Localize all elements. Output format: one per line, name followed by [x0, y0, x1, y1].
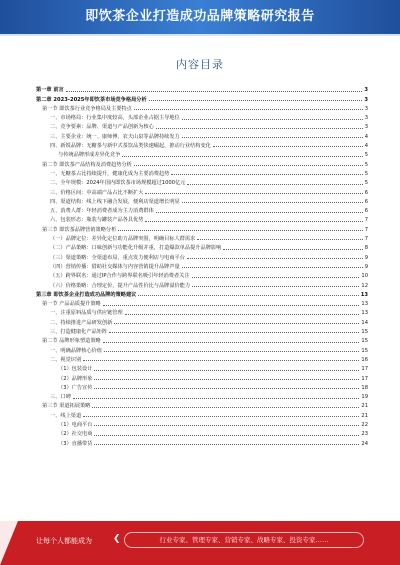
toc-entry-text: 一、市场格局：行业集中度较高，头部企业占据主导地位: [50, 115, 180, 122]
toc-entry[interactable]: [36, 298, 368, 307]
toc-entry-text: 第二章 2023-2025年即饮茶市场竞争格局分析: [36, 96, 147, 103]
toc-page-number: 8: [364, 245, 368, 252]
header-bar: [0, 0, 400, 36]
toc-entry[interactable]: [36, 437, 368, 446]
toc-entry[interactable]: [36, 363, 368, 372]
toc-page-number: 15: [361, 329, 368, 336]
toc-page-number: 3: [364, 105, 368, 112]
toc-page-number: 13: [361, 310, 368, 317]
toc-leader-dots: [104, 351, 360, 352]
chevron-left-icon: ❮: [113, 534, 121, 544]
toc-entry[interactable]: [36, 428, 368, 437]
toc-entry[interactable]: [36, 400, 368, 409]
toc-entry-text: 三、口碑: [50, 394, 71, 401]
toc-leader-dots: [92, 407, 359, 408]
toc-entry[interactable]: [36, 158, 368, 167]
toc-leader-dots: [145, 193, 362, 194]
toc-page-number: 24: [361, 440, 368, 447]
toc-page-number: 18: [361, 384, 368, 391]
toc-entry-text: 与传统品牌形成差异化竞争: [58, 152, 121, 159]
toc-entry[interactable]: [36, 103, 368, 112]
toc-leader-dots: [94, 425, 359, 426]
toc-entry[interactable]: [36, 289, 368, 298]
toc-title: 内容目录: [176, 58, 224, 71]
toc-entry[interactable]: [36, 177, 368, 186]
toc-entry[interactable]: [36, 93, 368, 102]
toc-leader-dots: [145, 221, 362, 222]
toc-entry[interactable]: [36, 112, 368, 121]
toc-leader-dots: [83, 360, 359, 361]
toc-entry-text: 一、注重原料品质与供应链管理: [50, 310, 123, 317]
toc-leader-dots: [192, 277, 360, 278]
toc-leader-dots: [94, 379, 359, 380]
toc-leader-dots: [94, 388, 359, 389]
toc-leader-dots: [114, 323, 359, 324]
toc-page-number: 9: [364, 254, 368, 261]
toc-page-number: 9: [364, 263, 368, 270]
toc-page-number: 5: [364, 152, 368, 159]
toc-entry-text: 第三章 即饮茶企业打造成功品牌的策略建议: [36, 291, 137, 298]
toc-page-number: 3: [364, 124, 368, 131]
footer-tagline: 行业专家、管理专家、营销专家、战略专家、投资专家……: [124, 532, 364, 548]
toc-page-number: 3: [364, 96, 368, 103]
toc-page-number: 21: [361, 403, 368, 410]
toc-page-number: 12: [361, 282, 368, 289]
toc-entry[interactable]: [36, 214, 368, 223]
toc-entry-text: 一、明确品牌核心价值: [50, 347, 102, 354]
toc-page-number: 3: [364, 87, 368, 94]
toc-leader-dots: [149, 100, 363, 101]
toc-entry[interactable]: [36, 251, 368, 260]
toc-entry-text: 第二节 即饮茶产品结构及消费趋势分析: [42, 161, 132, 168]
footer-corner-decoration: [0, 521, 18, 565]
toc-entry[interactable]: [36, 372, 368, 381]
toc-entry-text: （五）跨界联名：通过IP合作与跨界联名吸引年轻消费者关注: [50, 273, 190, 280]
toc-entry-text: （六）价格策略：合理定价，提升产品性价比与品牌溢价能力: [50, 282, 191, 289]
toc-entry[interactable]: [36, 149, 368, 158]
toc-entry[interactable]: [36, 140, 368, 149]
toc-entry-text: 第一章 前言: [36, 87, 64, 94]
toc-entry[interactable]: [36, 307, 368, 316]
toc-entry-text: （三）渠道策略：全渠道布局，重点发力便利店与电商平台: [50, 254, 185, 261]
toc-page-number: 19: [361, 394, 368, 401]
toc-page-number: 15: [361, 347, 368, 354]
toc-page-number: 16: [361, 356, 368, 363]
toc-page-number: 10: [361, 273, 368, 280]
toc-leader-dots: [182, 137, 363, 138]
toc-entry[interactable]: [36, 316, 368, 325]
toc-entry[interactable]: [36, 130, 368, 139]
toc-entry-text: 第一节 即饮茶行业竞争格局及主要特点: [42, 105, 132, 112]
toc-leader-dots: [109, 332, 359, 333]
toc-entry-text: （一）品牌定位：差异化定位助力品牌突围，明确目标人群需求: [50, 236, 196, 243]
toc-leader-dots: [103, 305, 360, 306]
toc-entry-text: 四、渠道结构：线上线下融合发展，便利店渠道增长明显: [50, 198, 180, 205]
toc-page-number: 17: [361, 375, 368, 382]
toc-entry-text: 一、线上渠道: [50, 412, 82, 419]
toc-leader-dots: [73, 398, 360, 399]
toc-entry[interactable]: [36, 233, 368, 242]
toc-leader-dots: [122, 156, 362, 157]
toc-entry[interactable]: [36, 344, 368, 353]
toc-leader-dots: [94, 435, 359, 436]
toc-page-number: 13: [360, 291, 368, 298]
toc-leader-dots: [156, 212, 363, 213]
toc-entry-text: （2）社交电商: [58, 431, 93, 438]
toc-entry[interactable]: [36, 168, 368, 177]
toc-entry[interactable]: [36, 196, 368, 205]
footer-bar: [0, 521, 400, 565]
toc-page-number: 7: [364, 236, 368, 243]
toc-leader-dots: [192, 286, 359, 287]
toc-leader-dots: [187, 184, 362, 185]
toc-entry[interactable]: [36, 205, 368, 214]
toc-entry-text: 六、包装形态：瓶装与罐装产品各具优势: [50, 217, 144, 224]
toc-entry-text: 五、消费人群：年轻消费者成为主力消费群体: [50, 208, 154, 215]
toc-leader-dots: [187, 258, 363, 259]
toc-entry[interactable]: [36, 382, 368, 391]
toc-leader-dots: [156, 128, 363, 129]
toc-entry-text: 二、全年规模：2024年国内即饮茶市场规模超过1000亿元: [50, 180, 186, 187]
toc-entry[interactable]: [36, 242, 368, 251]
toc-entry[interactable]: [36, 121, 368, 130]
toc-page-number: 6: [364, 189, 368, 196]
toc-leader-dots: [118, 230, 362, 231]
toc-entry[interactable]: [36, 279, 368, 288]
toc-entry-text: （2）品牌形象: [58, 375, 93, 382]
toc-entry[interactable]: [36, 186, 368, 195]
toc-entry-text: 一、无糖茶占比持续提升，健康化成为主要消费趋势: [50, 170, 170, 177]
toc-entry[interactable]: [36, 419, 368, 428]
toc-page-number: 6: [364, 208, 368, 215]
toc-page-number: 5: [364, 161, 368, 168]
toc-entry-text: 二、视觉识别: [50, 356, 82, 363]
toc-entry-text: 二、竞争要素：品牌、渠道与产品创新为核心: [50, 124, 154, 131]
toc-leader-dots: [125, 314, 360, 315]
toc-page-number: 5: [364, 170, 368, 177]
toc-entry[interactable]: [36, 223, 368, 232]
table-of-contents: [36, 84, 368, 447]
toc-entry[interactable]: [36, 409, 368, 418]
toc-page-number: 22: [361, 421, 368, 428]
footer-lead-text: 让每个人都能成为: [36, 537, 92, 545]
toc-page-number: 23: [361, 431, 368, 438]
toc-page-number: 4: [364, 143, 368, 150]
toc-page-number: 15: [361, 338, 368, 345]
toc-leader-dots: [83, 416, 359, 417]
toc-entry-text: （四）营销传播：借助社交媒体与内容营销提升品牌声量: [50, 263, 180, 270]
toc-leader-dots: [134, 165, 363, 166]
toc-entry-text: 第二节 品牌形象塑造策略: [42, 338, 101, 345]
toc-leader-dots: [94, 444, 359, 445]
toc-leader-dots: [66, 91, 363, 92]
toc-entry[interactable]: [36, 84, 368, 93]
toc-leader-dots: [94, 370, 359, 371]
toc-entry-text: 三、打造健康化产品矩阵: [50, 329, 108, 336]
toc-entry[interactable]: [36, 335, 368, 344]
toc-page-number: 21: [361, 412, 368, 419]
toc-entry-text: 第三节 渠道拓展策略: [42, 403, 91, 410]
toc-leader-dots: [213, 146, 363, 147]
toc-entry-text: 四、新锐品牌：无糖茶与新中式茶饮品类快速崛起，推动行业结构变化: [50, 143, 211, 150]
toc-leader-dots: [182, 119, 363, 120]
toc-page-number: 3: [364, 115, 368, 122]
toc-leader-dots: [134, 109, 363, 110]
toc-entry-text: 三、主要企业：统一、康师傅、农夫山泉等品牌持续发力: [50, 133, 180, 140]
toc-entry-text: 第三节 即饮茶品牌营销策略分析: [42, 226, 117, 233]
toc-page-number: 14: [361, 319, 368, 326]
toc-entry[interactable]: [36, 354, 368, 363]
toc-entry-text: 二、持续推进产品研发创新: [50, 319, 113, 326]
toc-entry-text: （1）包装设计: [58, 366, 93, 373]
toc-entry[interactable]: [36, 261, 368, 270]
toc-leader-dots: [182, 202, 363, 203]
report-title: 即饮茶企业打造成功品牌策略研究报告: [85, 9, 315, 24]
toc-leader-dots: [182, 267, 363, 268]
header-accent-line: [0, 34, 400, 36]
toc-page-number: 13: [361, 301, 368, 308]
toc-entry-text: 三、价格区间：中高端产品占比不断扩大: [50, 189, 144, 196]
toc-entry[interactable]: [36, 391, 368, 400]
toc-entry-text: （3）广告宣传: [58, 384, 93, 391]
toc-page-number: 7: [364, 226, 368, 233]
toc-entry-text: （1）电商平台: [58, 421, 93, 428]
toc-page-number: 17: [361, 366, 368, 373]
toc-entry[interactable]: [36, 270, 368, 279]
toc-entry-text: （二）产品策略：口味创新与功能化升级并重，打造爆款单品提升品牌影响: [50, 245, 222, 252]
toc-leader-dots: [171, 174, 362, 175]
toc-page-number: 5: [364, 180, 368, 187]
toc-leader-dots: [103, 342, 360, 343]
toc-entry-text: 第一节 产品品质提升策略: [42, 301, 101, 308]
toc-leader-dots: [197, 239, 362, 240]
toc-leader-dots: [138, 295, 358, 296]
toc-entry[interactable]: [36, 326, 368, 335]
toc-page-number: 6: [364, 198, 368, 205]
toc-entry-text: （3）直播带货: [58, 440, 93, 447]
toc-leader-dots: [223, 249, 362, 250]
toc-page-number: 4: [364, 133, 368, 140]
toc-page-number: 7: [364, 217, 368, 224]
